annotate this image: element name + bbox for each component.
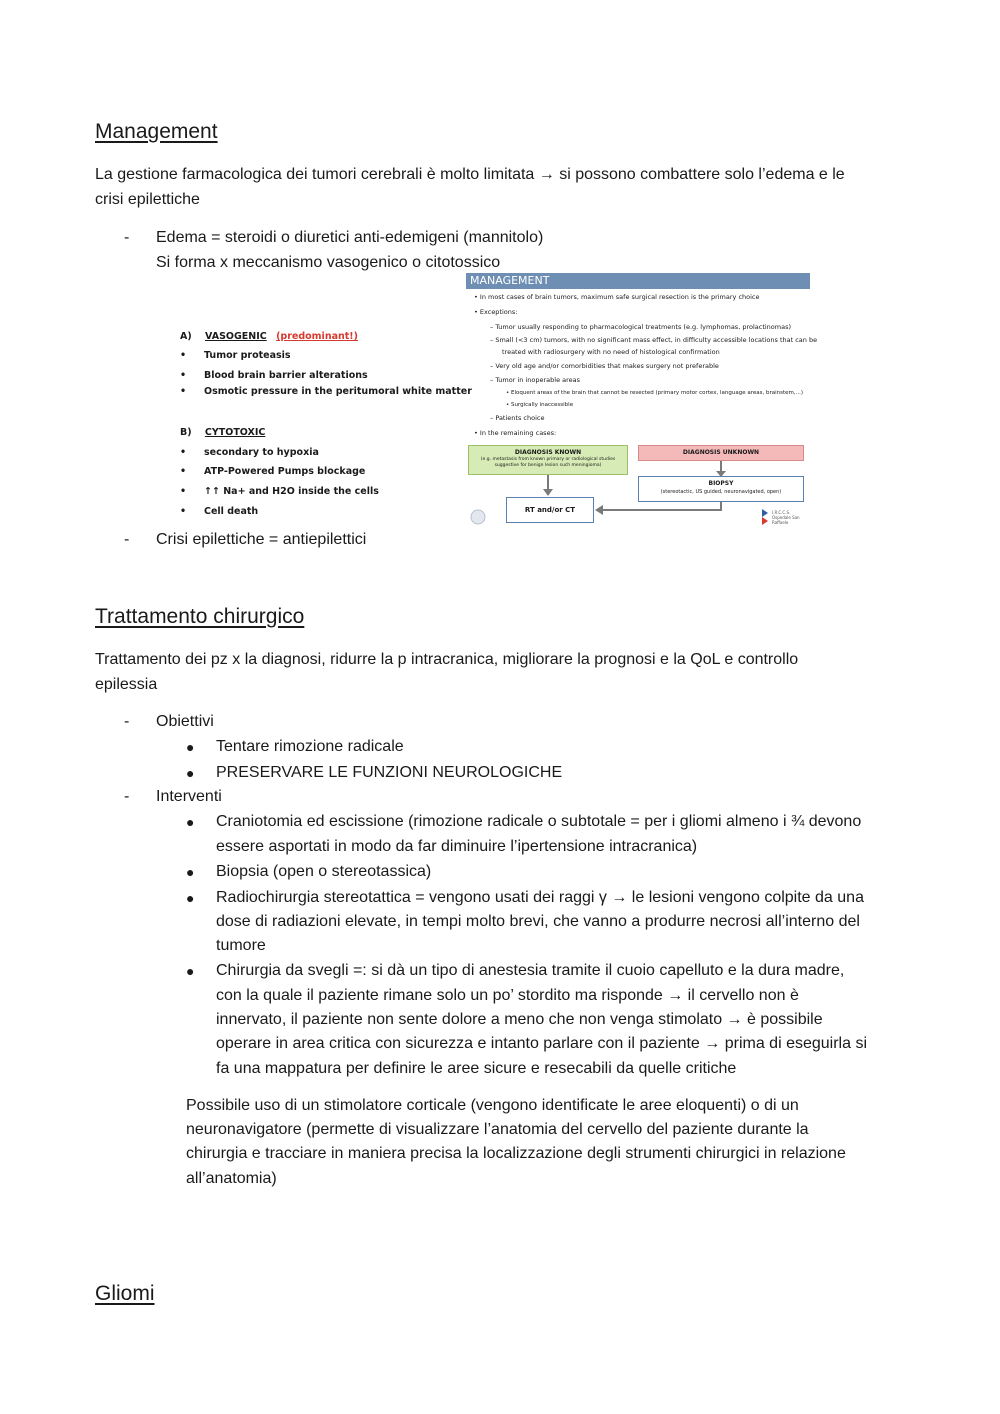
heading-trattamento-chirurgico: Trattamento chirurgico [95,605,305,628]
intervento-text: innervato, il paziente non sente dolore a meno che non venga stimolato → è possibile [216,1011,823,1028]
management-intro-line2: crisi epilettiche [95,191,200,208]
intervento-text: Craniotomia ed escissione (rimozione radicale o subtotale = per i gliomi almeno i ¾ devono [216,813,862,830]
hospital-logo-icon [762,509,768,517]
chirurgico-intro-line1: Trattamento dei pz x la diagnosi, ridurre la p intracranica, migliorare la prognosi e la QoL e controllo [95,651,799,668]
arrowhead [543,489,553,496]
bullet: • [180,447,187,458]
rt-ct-box: RT and/or CT [506,497,594,523]
obiettivo-item: PRESERVARE LE FUNZIONI NEUROLOGICHE [216,764,563,781]
interventi-label: Interventi [156,788,222,805]
bullet: ● [186,765,195,781]
edema-types-slide [180,325,470,525]
bullet: • [180,350,187,361]
slide-line: • In most cases of brain tumors, maximum safe surgical resection is the primary choice [474,293,760,301]
cytotoxic-item-text: Cell death [204,506,259,517]
management-slide-title: MANAGEMENT [466,273,810,289]
stimolatore-paragraph-line: Possibile uso di un stimolatore corticale (vengono identificate le aree eloquenti) o di un [186,1097,799,1114]
vasogenic-heading [180,331,358,342]
cytotoxic-title: CYTOTOXIC [204,427,266,438]
vasogenic-item-text: Tumor proteasis [204,350,291,361]
obiettivo-item: Tentare rimozione radicale [216,738,404,755]
slide-line: • Surgically inaccessible [506,402,574,408]
dash-marker: - [124,229,130,246]
flow-arrows [466,273,810,529]
cytotoxic-item-text: ↑↑ Na+ and H2O inside the cells [204,486,379,497]
bullet: • [180,466,187,477]
dash-marker: - [124,713,130,730]
dash-marker: - [124,531,130,548]
crisi-line: Crisi epilettiche = antiepilettici [156,531,367,548]
cytotoxic-item-text: ATP-Powered Pumps blockage [204,466,366,477]
management-slide [466,273,818,529]
bullet: • [180,370,187,381]
dash-marker: - [124,788,130,805]
slide-line: – Tumor usually responding to pharmacological treatments (e.g. lymphomas, prolactinomas) [490,323,792,331]
chirurgico-intro-line2: epilessia [95,676,158,693]
intervento-text: tumore [216,937,266,954]
stimolatore-paragraph-line: all’anatomia) [186,1170,277,1187]
intervento-text: dose di radiazioni elevate, in tempi molto brevi, che vanno a produrre necrosi all’interno del [216,913,860,930]
biopsy-label: BIOPSY [708,480,734,487]
arrowhead [716,471,726,477]
slide-line: – Small (<3 cm) tumors, with no significant mass effect, in difficulty accessible locations that can be [490,336,818,344]
slide-line: • Eloquent areas of the brain that cannot be resected (primary motor cortex, language areas, brainstem,...) [506,390,803,396]
heading-management: Management [95,120,218,143]
bullet: ● [186,963,195,979]
vasogenic-item-text: Osmotic pressure in the peritumoral white matter [204,386,472,397]
vasogenic-note: (predominant!) [276,331,358,342]
bullet: ● [186,814,195,830]
intervento-text: essere asportati in modo da far diminuire l’ipertensione intracranica) [216,838,698,855]
cytotoxic-item-text: secondary to hypoxia [204,447,319,458]
intervento-text: con la quale il paziente rimane solo un po’ stordito ma risponde → il cervello non è [216,987,799,1004]
arrowhead [595,505,603,515]
management-intro-line1: La gestione farmacologica dei tumori cerebrali è molto limitata → si possono combattere solo l’edema e le [95,166,845,183]
arrow-biopsy-to-rt [602,502,721,510]
university-logo-icon [471,510,485,524]
slide-line: • Exceptions: [474,308,518,316]
vasogenic-title: VASOGENIC [205,331,267,342]
intervento-text: fa una mappatura per definire le aree sicure e resecabili da quelle critiche [216,1060,737,1077]
cytotoxic-heading [180,427,265,438]
slide-line: – Patients choice [490,414,545,422]
bullet: • [180,386,187,397]
hospital-logo-icon [762,517,768,525]
obiettivi-label: Obiettivi [156,713,214,730]
diagnosis-known-note: (e.g. metastasis from known primary or radiological studies suggestive for benign lesion such meningioma) [480,457,616,468]
stimolatore-paragraph-line: neuronavigatore (permette di visualizzare l’anatomia del cervello del paziente durante la [186,1121,809,1138]
intervento-text: operare in area critica con sicurezza e intanto parlare con il paziente → prima di eseguirla si [216,1035,867,1052]
diagnosis-known-label: DIAGNOSIS KNOWN [514,449,582,456]
bullet: ● [186,739,195,755]
stimolatore-paragraph-line: chirurgia e tracciare in maniera precisa la localizzazione degli strumenti chirurgici in relazione [186,1145,846,1162]
biopsy-note: (stereotactic, US guided, neuronavigated, open) [660,489,782,495]
bullet: ● [186,890,195,906]
vasogenic-item-text: Blood brain barrier alterations [204,370,368,381]
edema-line1: Edema = steroidi o diuretici anti-edemigeni (mannitolo) [156,229,544,246]
slide-line: – Tumor in inoperable areas [490,376,581,384]
intervento-text: Radiochirurgia stereotattica = vengono usati dei raggi γ → le lesioni vengono colpite da una [216,889,864,906]
bullet: • [180,486,187,497]
vasogenic-letter: A) [180,331,192,342]
bullet: ● [186,864,195,880]
slide-line: – Very old age and/or comorbidities that makes surgery not preferable [490,362,719,370]
intervento-text: Biopsia (open o stereotassica) [216,863,432,880]
edema-line2: Si forma x meccanismo vasogenico o citotossico [156,254,501,271]
cytotoxic-letter: B) [180,427,192,438]
bullet: • [180,506,187,517]
slide-line: • In the remaining cases: [474,429,557,437]
diagnosis-unknown-box: DIAGNOSIS UNKNOWN [638,445,804,461]
slide-line: treated with radiosurgery with no need of histological confirmation [502,348,720,356]
heading-gliomi: Gliomi [95,1282,155,1305]
intervento-text: Chirurgia da svegli =: si dà un tipo di anestesia tramite il cuoio capelluto e la dura madre, [216,962,845,979]
hospital-logo-text: I.R.C.C.S. Ospedale San Raffaele [772,510,800,525]
